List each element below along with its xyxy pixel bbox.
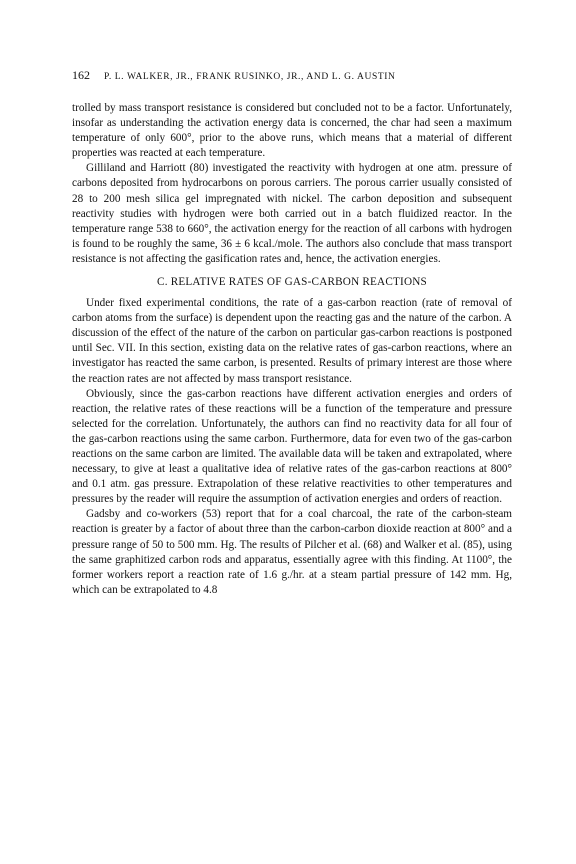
document-page — [72, 68, 512, 598]
paragraph-fixed-conditions: Under fixed experimental conditions, the rate of a gas-carbon reaction (rate of removal of carbon atoms from the surface) is dependent upon the reacting gas and the nature of the carbon. A discussion of the effect of the nature of the carbon on particular gas-carbon reactions is postponed until Sec. VII. In this section, existing data on the relative rates of gas-carbon reactions, where an investigator has reacted the same carbon, is presented. Results of primary interest are those where the reaction rates are not affected by mass transport resistance. — [72, 297, 512, 385]
running-head-authors: P. L. WALKER, JR., FRANK RUSINKO, JR., AND L. G. AUSTIN — [104, 72, 396, 82]
page-number: 162 — [72, 68, 90, 82]
section-heading — [72, 275, 512, 290]
section-heading-text: C. RELATIVE RATES OF GAS-CARBON REACTIONS — [157, 276, 427, 289]
paragraph-continued: trolled by mass transport resistance is considered but concluded not to be a factor. Unfortunately, insofar as understanding the activation energy data is concerned, the char had seen a maximum temperature of only 600°, prior to the above runs, which means that a material of different properties was reacted at each temperature. — [72, 102, 512, 160]
running-header — [72, 68, 512, 84]
paragraph-obviously: Obviously, since the gas-carbon reactions have different activation energies and orders of reaction, the relative rates of these reactions will be a function of the temperature and pressure selected for the correlation. Unfortunately, the authors can find no reactivity data for all four of the gas-carbon reactions using the same carbon. Furthermore, data for even two of the gas-carbon reactions on the same carbon are limited. The available data will be taken and extrapolated, where necessary, to give at least a qualitative idea of relative rates of the gas-carbon reactions at 800° and 0.1 atm. gas pressure. Extrapolation of these relative reactivities to other temperatures and pressures by the reader will require the assumption of activation energies and orders of reaction. — [72, 387, 512, 506]
paragraph-gadsby: Gadsby and co-workers (53) report that for a coal charcoal, the rate of the carbon-steam reaction is greater by a factor of about three than the carbon-carbon dioxide reaction at 800° and a pressure range of 50 to 500 mm. Hg. The results of Pilcher et al. (68) and Walker et al. (85), using the same graphitized carbon rods and apparatus, essentially agree with this finding. At 1100°, the former workers report a reaction rate of 1.6 g./hr. at a steam partial pressure of 142 mm. Hg, which can be extrapolated to 4.8 — [72, 508, 512, 596]
paragraph-gilliland-harriott: Gilliland and Harriott (80) investigated the reactivity with hydrogen at one atm. pressure of carbons deposited from hydrocarbons on porous carriers. The porous carrier usually consisted of 28 to 200 mesh silica gel impregnated with nickel. The carbon deposition and subsequent reactivity studies with hydrogen were both carried out in a batch fluidized reactor. In the temperature range 538 to 660°, the activation energy for the reaction of all carbons with hydrogen is found to be roughly the same, 36 ± 6 kcal./mole. The authors also conclude that mass transport resistance is not affecting the gasification rates and, hence, the activation energies. — [72, 162, 512, 265]
body-text — [72, 101, 512, 598]
